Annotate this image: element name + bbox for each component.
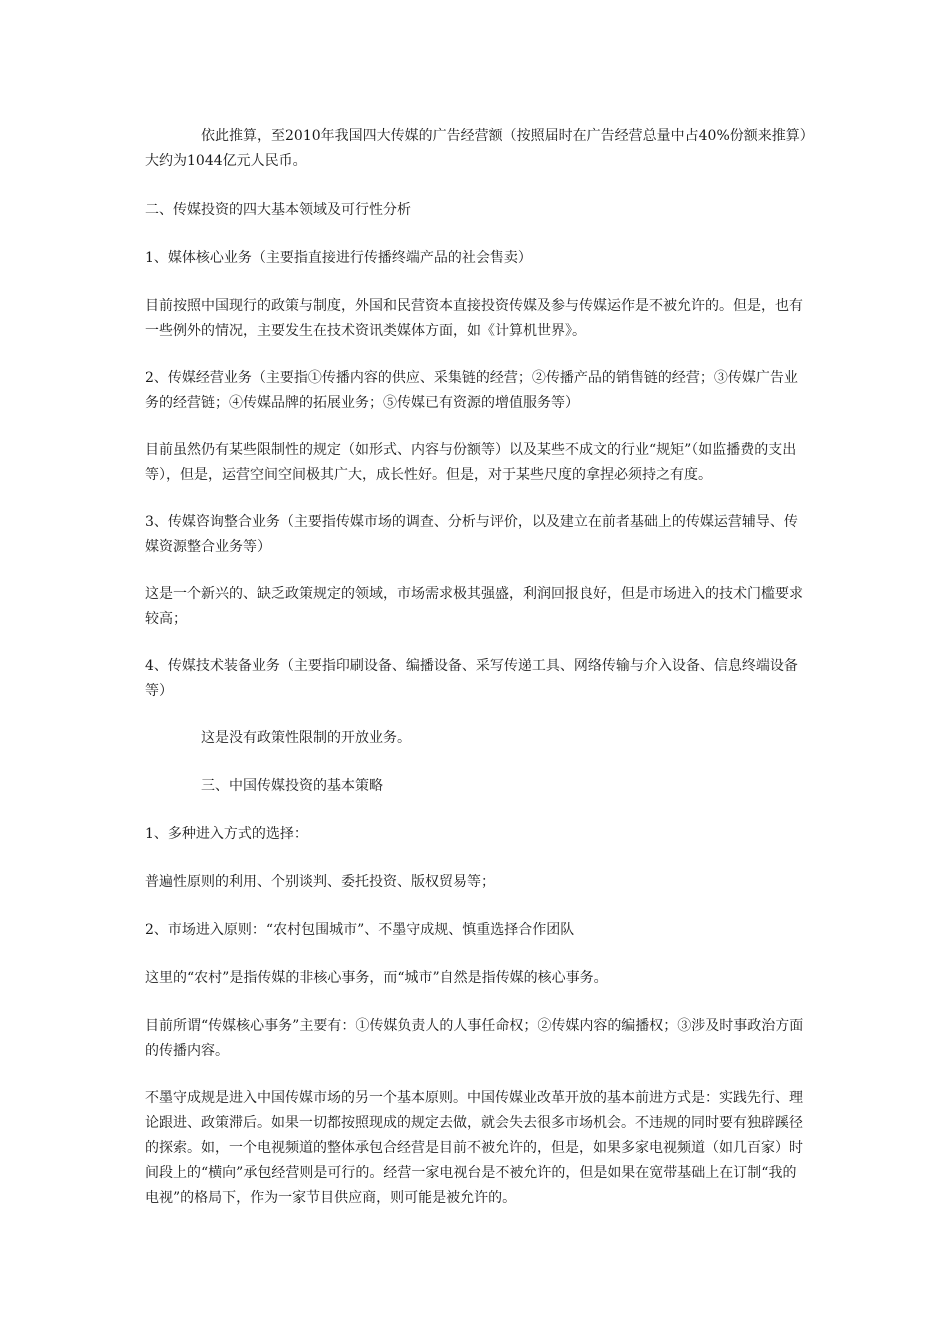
paragraph-consulting-business: 这是一个新兴的、缺乏政策规定的领域，市场需求极其强盛，利润回报良好，但是市场进入的技术门槛要求较高； (145, 586, 803, 627)
paragraph-equipment-business: 这是没有政策性限制的开放业务。 (201, 730, 411, 746)
paragraph-entry-methods: 普遍性原则的利用、个别谈判、委托投资、版权贸易等； (145, 874, 495, 890)
heading-core-business: 1、媒体核心业务（主要指直接进行传播终端产品的社会售卖） (145, 250, 532, 266)
heading-equipment-business: 4、传媒技术装备业务（主要指印刷设备、编播设备、采写传递工具、网络传输与介入设备、信息终端设备等） (145, 658, 798, 699)
paragraph-rural-city: 这里的“农村”是指传媒的非核心事务，而“城市”自然是指传媒的核心事务。 (145, 970, 608, 986)
heading-entry-principles: 2、市场进入原则：“农村包围城市”、不墨守成规、慎重选择合作团队 (145, 922, 575, 938)
paragraph-core-business: 目前按照中国现行的政策与制度，外国和民营资本直接投资传媒及参与传媒运作是不被允许的。但是，也有一些例外的情况，主要发生在技术资讯类媒体方面，如《计算机世界》。 (145, 298, 803, 339)
heading-operation-business: 2、传媒经营业务（主要指①传播内容的供应、采集链的经营；②传播产品的销售链的经营；③传媒广告业务的经营链；④传媒品牌的拓展业务；⑤传媒已有资源的增值服务等） (145, 370, 798, 411)
paragraph-operation-business: 目前虽然仍有某些限制性的规定（如形式、内容与份额等）以及某些不成文的行业“规矩”（如监播费的支出等），但是，运营空间空间极其广大，成长性好。但是，对于某些尺度的拿捏必须持之有度。 (145, 442, 797, 483)
paragraph-unconventional: 不墨守成规是进入中国传媒市场的另一个基本原则。中国传媒业改革开放的基本前进方式是：实践先行、理论跟进、政策滞后。如果一切都按照现成的规定去做，就会失去很多市场机会。不违规的同时要有独辟蹊径的探索。如，一个电视频道的整体承包合经营是目前不被允许的，但是，如果多家电视频道（如几百家）时间段上的“横向”承包经营则是可行的。经营一家电视台是不被允许的，但是如果在宽带基础上在订制“我的电视”的格局下，作为一家节目供应商，则可能是被允许的。 (145, 1090, 803, 1206)
heading-consulting-business: 3、传媒咨询整合业务（主要指传媒市场的调查、分析与评价，以及建立在前者基础上的传媒运营辅导、传媒资源整合业务等） (145, 514, 798, 555)
heading-section-three: 三、中国传媒投资的基本策略 (201, 778, 383, 794)
heading-section-two: 二、传媒投资的四大基本领域及可行性分析 (145, 202, 411, 218)
paragraph-core-affairs: 目前所谓“传媒核心事务”主要有：①传媒负责人的人事任命权；②传媒内容的编播权；③涉及时事政治方面的传播内容。 (145, 1018, 804, 1059)
heading-entry-methods: 1、多种进入方式的选择： (145, 826, 308, 842)
paragraph-ad-revenue-estimate: 依此推算，至2010年我国四大传媒的广告经营额（按照届时在广告经营总量中占40%份额来推算）大约为1044亿元人民币。 (145, 128, 807, 169)
